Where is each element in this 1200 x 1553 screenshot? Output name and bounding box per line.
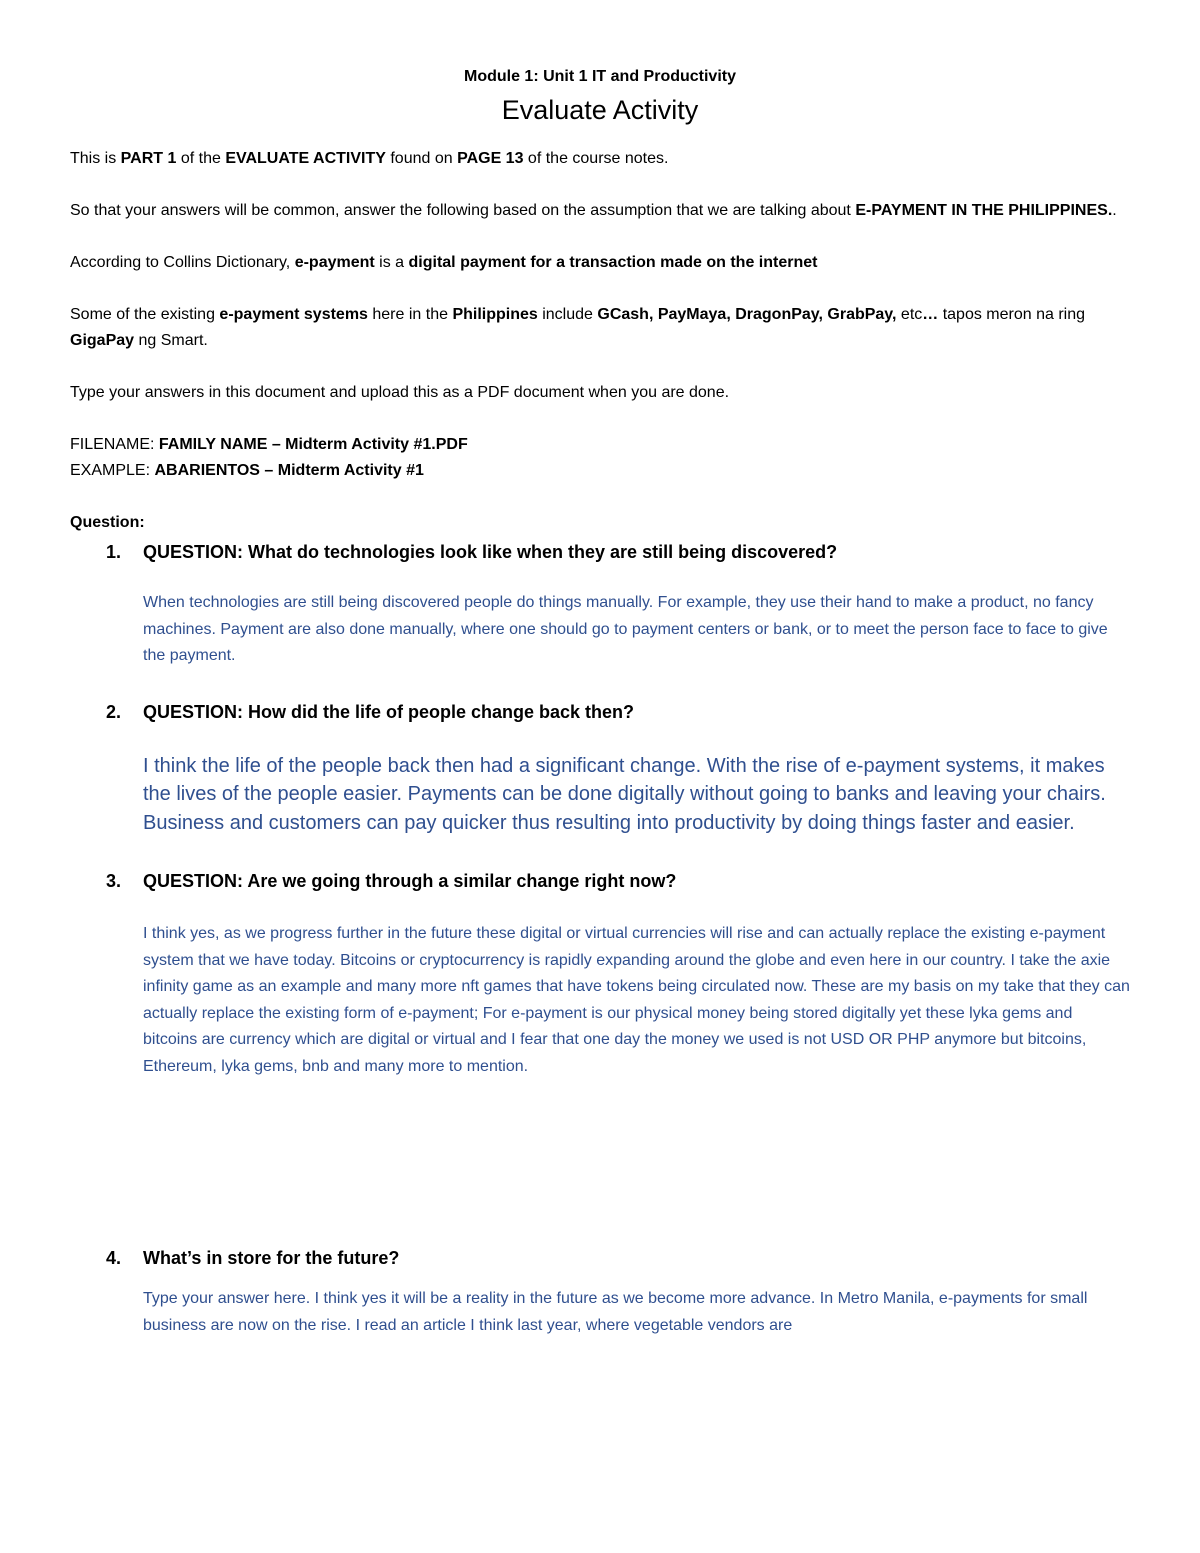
bold-text-run: PART 1	[120, 150, 177, 167]
text-run: is a	[374, 254, 409, 271]
question-text: What’s in store for the future?	[143, 1248, 400, 1268]
question-list	[70, 538, 1130, 1339]
question-number: 4.	[106, 1248, 122, 1268]
text-run: of the	[176, 150, 226, 167]
text-run: .	[1112, 202, 1117, 219]
bold-text-run: digital payment for a transaction made on the internet	[408, 254, 818, 271]
bold-text-run: E-PAYMENT IN THE PHILIPPINES.	[855, 202, 1113, 219]
question-item-2	[70, 698, 1130, 838]
document-page	[70, 66, 1130, 1339]
example-line	[70, 458, 1130, 484]
text-run: here in the	[367, 306, 453, 323]
text-run: Some of the existing	[70, 306, 220, 323]
question-label: Question:	[70, 514, 145, 531]
bold-text-run: GigaPay	[70, 332, 135, 349]
question-number: 3.	[106, 871, 122, 891]
filename-line	[70, 432, 1130, 458]
question-text: QUESTION: How did the life of people change back then?	[143, 701, 635, 722]
intro-part-paragraph	[70, 146, 1130, 172]
text-run: So that your answers will be common, answer the following based on the assumption that we are talking about	[70, 202, 856, 219]
bold-text-run: GCash, PayMaya, DragonPay, GrabPay,	[597, 306, 897, 323]
answer-text: When technologies are still being discovered people do things manually. For example, they use their hand to make a product, no fancy machines. Payment are also done manually, where one should go to payment centers or bank, or to meet the person face to face to give the payment.	[143, 594, 1108, 664]
answer-text: I think yes, as we progress further in the future these digital or virtual currencies will rise and can actually replace the existing e-payment system that we have today. Bitcoins or cryptocurrency is rapidly expanding around the globe and even here in our country. I take the axie infinity game as an example and many more nft games that have tokens being circulated now. These are my basis on my take that they can actually replace the existing form of e-payment; For e-payment is our physical money being stored digitally yet these lyka gems and bitcoins are currency which are digital or virtual and I fear that one day the money we used is not USD OR PHP anymore but bitcoins, Ethereum, lyka gems, bnb and many more to mention.	[143, 925, 1130, 1075]
question-item-4	[70, 1244, 1130, 1339]
question-number: 2.	[106, 701, 122, 722]
text-run: ng Smart.	[134, 332, 208, 349]
question-text: QUESTION: What do technologies look like when they are still being discovered?	[143, 542, 838, 562]
bold-text-run: FAMILY NAME – Midterm Activity #1.PDF	[158, 436, 468, 453]
question-item-1	[70, 538, 1130, 670]
text-run: FILENAME:	[70, 436, 159, 453]
intro-assumption-paragraph	[70, 198, 1130, 224]
bold-text-run: EVALUATE ACTIVITY	[225, 150, 386, 167]
bold-text-run: ABARIENTOS – Midterm Activity #1	[154, 462, 424, 479]
bold-text-run: PAGE 13	[457, 150, 524, 167]
bold-text-run: …	[922, 306, 939, 323]
text-run: etc	[896, 306, 923, 323]
text-run: EXAMPLE:	[70, 462, 155, 479]
page-title: Evaluate Activity	[501, 95, 699, 125]
intro-instructions-paragraph	[70, 380, 1130, 406]
text-run: According to Collins Dictionary,	[70, 254, 295, 271]
answer-text: Type your answer here. I think yes it will be a reality in the future as we become more advance. In Metro Manila, e-payments for small business are now on the rise. I read an article I think last year, where vegetable vendors are	[143, 1290, 1088, 1334]
text-run: Type your answers in this document and upload this as a PDF document when you are done.	[70, 384, 730, 401]
question-item-3	[70, 867, 1130, 1080]
text-run: This is	[70, 150, 121, 167]
question-number: 1.	[106, 542, 122, 562]
bold-text-run: Philippines	[452, 306, 538, 323]
module-heading: Module 1: Unit 1 IT and Productivity	[463, 68, 736, 85]
answer-text: I think the life of the people back then had a significant change. With the rise of e-payment systems, it makes the lives of the people easier. Payments can be done digitally without going to banks and leaving your chairs. Business and customers can pay quicker thus resulting into productivity by doing things faster and easier.	[143, 754, 1106, 834]
question-text: QUESTION: Are we going through a similar change right now?	[143, 871, 677, 891]
text-run: include	[537, 306, 598, 323]
bold-text-run: e-payment	[294, 254, 375, 271]
intro-systems-paragraph	[70, 302, 1130, 354]
text-run: of the course notes.	[523, 150, 669, 167]
bold-text-run: e-payment systems	[219, 306, 368, 323]
text-run: tapos meron na ring	[938, 306, 1086, 323]
text-run: found on	[385, 150, 458, 167]
intro-definition-paragraph	[70, 250, 1130, 276]
